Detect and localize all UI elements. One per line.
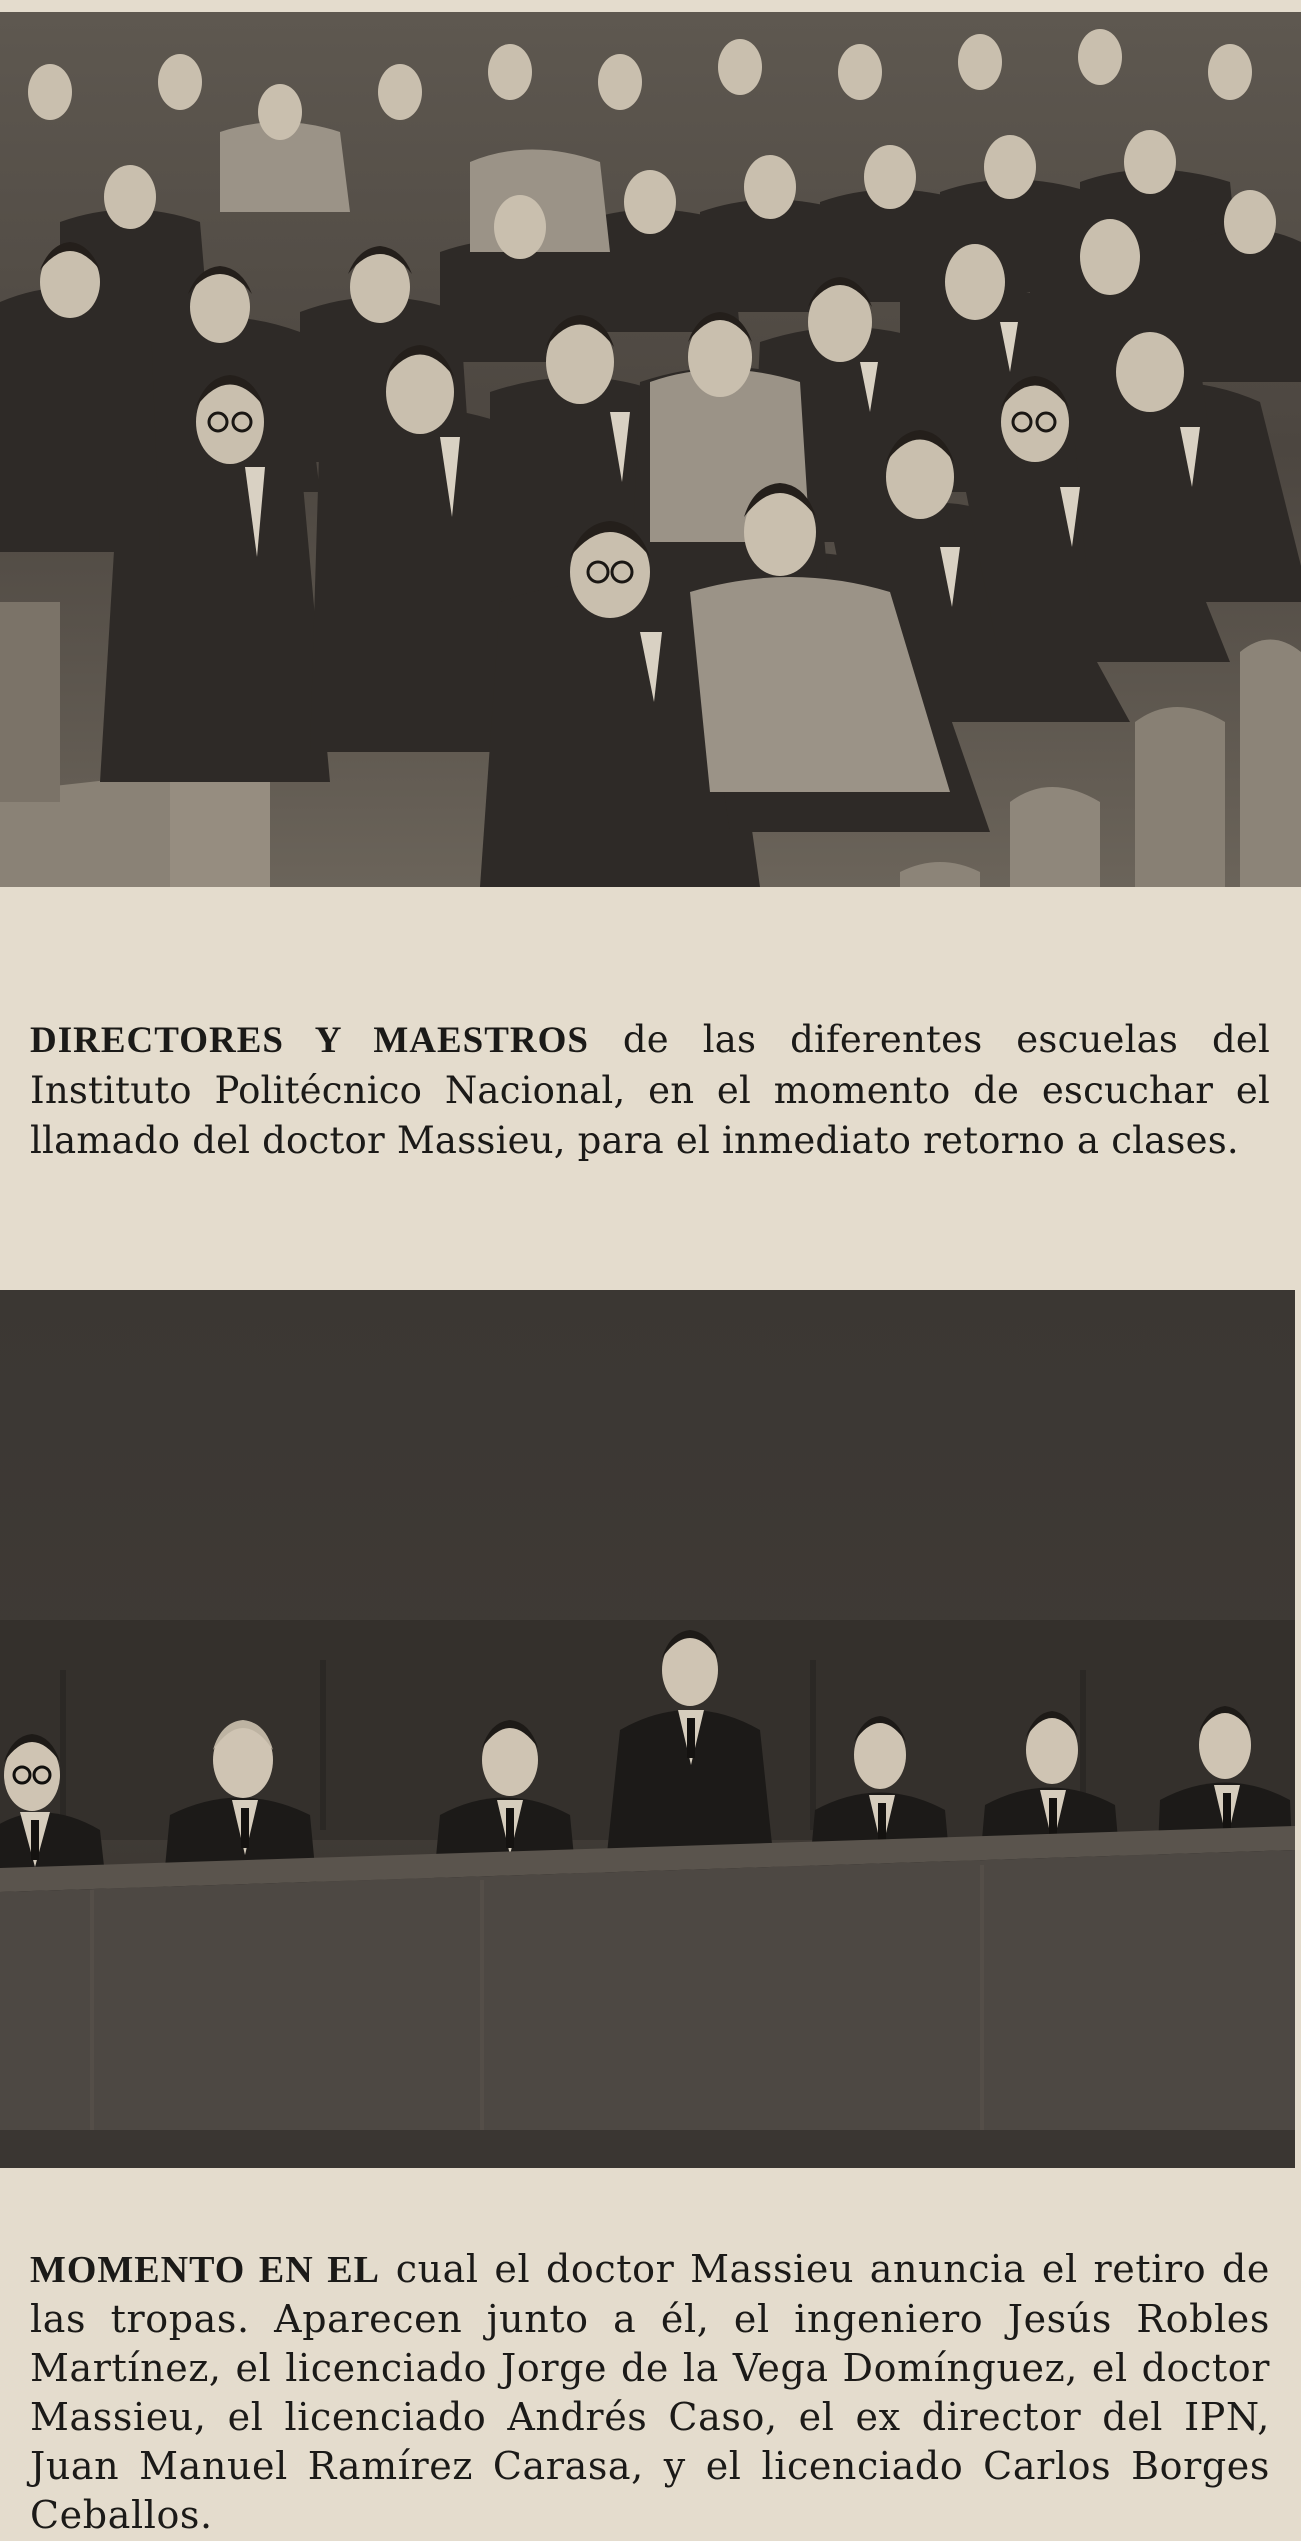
caption-top [30,1015,1270,1166]
caption-bottom [30,2245,1270,2540]
caption-top-text: de las diferentes escuelas del Instituto Politécnico Nacional, en el momento de escuchar el llamado del doctor Massieu, para el inmediato retorno a clases. [30,1018,1271,1162]
caption-top-lead: DIRECTORES Y MAESTROS [30,1020,589,1061]
officials-photo [0,1290,1295,2168]
caption-bottom-lead: MOMENTO EN EL [30,2249,380,2291]
audience-photo [0,12,1301,887]
caption-bottom-text: cual el doctor Massieu anuncia el retiro de las tropas. Aparecen junto a él, el ingeniero Jesús Robles Martínez, el licenciado Jorge de la Vega Domínguez, el doctor Massieu, el licenciado Andrés Caso, el ex director del IPN, Juan Manuel Ramírez Carasa, y el licenciado Carlos Borges Ceballos. [30,2247,1270,2537]
